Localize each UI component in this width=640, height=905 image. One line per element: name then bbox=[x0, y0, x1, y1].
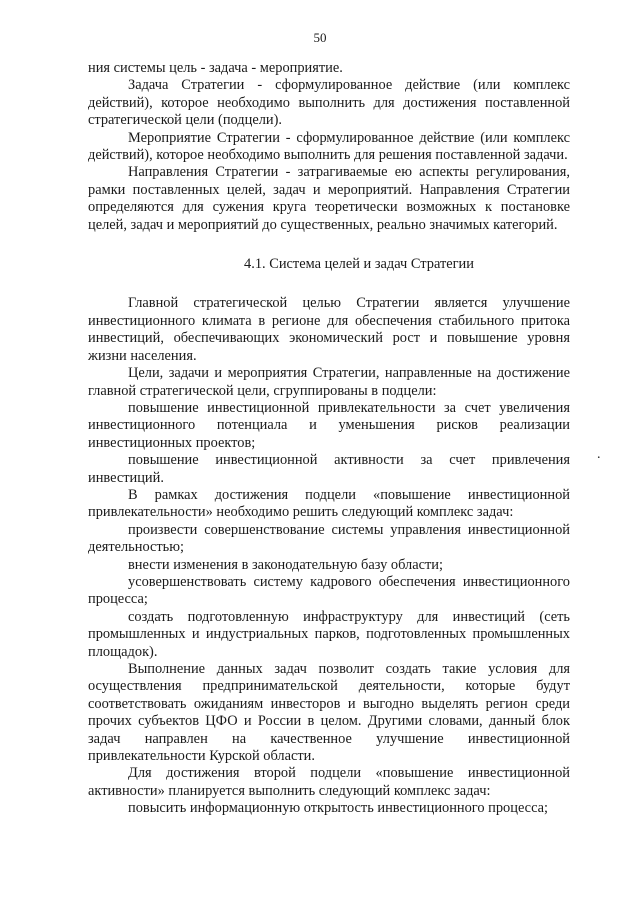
paragraph: Направления Стратегии - затрагиваемые ею аспекты регулирования, рамки поставленных целей, задач и мероприятий. Направления Стратегии определяются для сужения круга теоретически возможных к постановке целей, задач и мероприятий до существенных, реально значимых категорий. bbox=[88, 164, 570, 233]
list-item: внести изменения в законодательную базу области; bbox=[128, 556, 443, 573]
paragraph: В рамках достижения подцели «повышение инвестиционной привлекательности» необходимо решить следующий комплекс задач: bbox=[88, 486, 570, 521]
paragraph: ния системы цель - задача - мероприятие. bbox=[88, 60, 343, 76]
paragraph: Цели, задачи и мероприятия Стратегии, направленные на достижение главной стратегической цели, сгруппированы в подцели: bbox=[88, 365, 570, 399]
paragraph: Выполнение данных задач позволит создать такие условия для осуществления предпринимательской деятельности, которые будут соответствовать ожиданиям инвесторов и выгодно выделять регион среди прочих субъектов ЦФО и России в целом. Другими словами, данный блок задач направлен на качественное улучшение инвестиционной привлекательности Курской области. bbox=[88, 661, 570, 765]
list-item: повышение инвестиционной активности за счет привлечения инвестиций. bbox=[88, 452, 570, 486]
section-heading: 4.1. Система целей и задач Стратегии bbox=[244, 256, 474, 273]
body-text bbox=[88, 60, 570, 818]
list-item: повышение инвестиционной привлекательности за счет увеличения инвестиционного потенциала и уменьшения рисков реализации инвестиционных проектов; bbox=[88, 399, 570, 451]
page-number: 50 bbox=[313, 30, 327, 45]
paragraph: Главной стратегической целью Стратегии является улучшение инвестиционного климата в регионе для обеспечения стабильного притока инвестиций, обеспечивающих экономический рост и повышение уровня жизни населения. bbox=[88, 295, 570, 364]
paragraph: Мероприятие Стратегии - сформулированное действие (или комплекс действий), которое необходимо выполнить для решения поставленной задачи. bbox=[88, 129, 570, 164]
list-item: усовершенствовать систему кадрового обеспечения инвестиционного процесса; bbox=[88, 573, 570, 608]
list-item: произвести совершенствование системы управления инвестиционной деятельностью; bbox=[88, 521, 570, 556]
paragraph: Задача Стратегии - сформулированное действие (или комплекс действий), которое необходимо выполнить для достижения поставленной стратегической цели (подцели). bbox=[88, 77, 570, 129]
list-item: создать подготовленную инфраструктуру для инвестиций (сеть промышленных и индустриальных парков, подготовленных промышленных площадок). bbox=[88, 608, 570, 660]
stray-mark: . bbox=[597, 447, 601, 462]
list-item: повысить информационную открытость инвестиционного процесса; bbox=[128, 800, 549, 817]
paragraph: Для достижения второй подцели «повышение инвестиционной активности» планируется выполнить следующий комплекс задач: bbox=[88, 765, 570, 799]
